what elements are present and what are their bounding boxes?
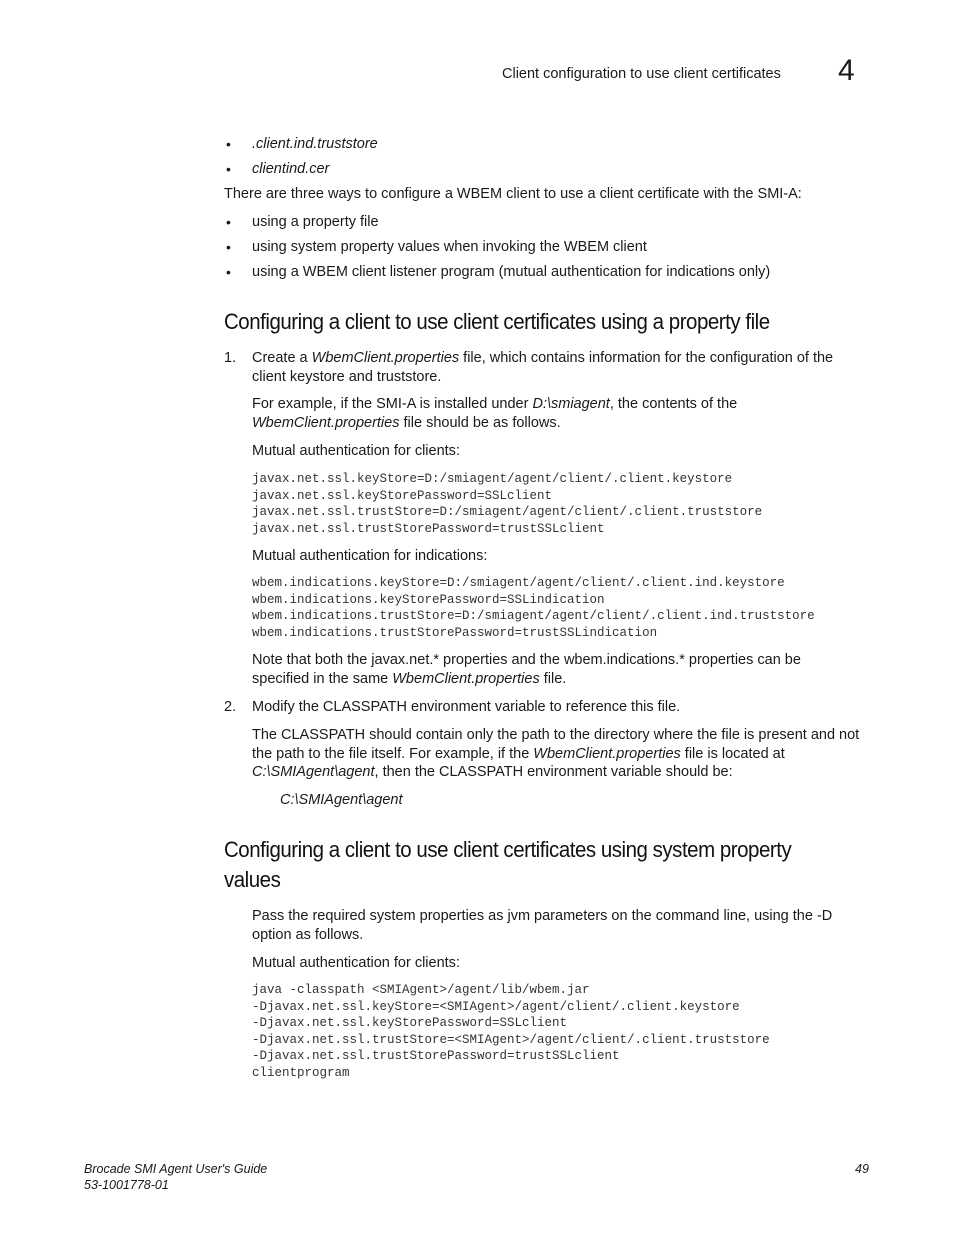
step-number: 2. bbox=[224, 699, 237, 715]
code-block-indications: wbem.indications.keyStore=D:/smiagent/agent/client/.client.ind.keystore wbem.indications.keyStorePassword=SSLindication wbem.indications.trustStore=D:/smiagent/agent/client/.client.ind.truststore wbem.indications.trustStorePassword=trustSSLindication bbox=[252, 576, 815, 640]
section-heading-property-file: Configuring a client to use client certificates using a property file bbox=[224, 309, 770, 334]
classpath-value: C:\SMIAgent\agent bbox=[280, 792, 403, 808]
footer-page-number: 49 bbox=[855, 1162, 869, 1176]
list-item-text: using a property file bbox=[252, 214, 379, 230]
step-2-text: Modify the CLASSPATH environment variable to reference this file. bbox=[252, 699, 681, 715]
bullet-icon: • bbox=[226, 161, 231, 177]
label-mutual-auth-indications: Mutual authentication for indications: bbox=[252, 548, 488, 564]
step-1-text: Create a WbemClient.properties file, which contains information for the configuration of the client keystore and truststore. bbox=[252, 350, 834, 385]
example-paragraph: For example, if the SMI-A is installed under D:\smiagent, the contents of the WbemClient.properties file should be as follows. bbox=[252, 396, 738, 431]
note-paragraph: Note that both the javax.net.* properties and the wbem.indications.* properties can be specified in the same WbemClient.properties file. bbox=[252, 652, 801, 687]
footer-guide-title: Brocade SMI Agent User's Guide bbox=[84, 1162, 268, 1176]
bullet-icon: • bbox=[226, 136, 231, 152]
list-item-text: using system property values when invoking the WBEM client bbox=[252, 239, 647, 255]
bullet-icon: • bbox=[226, 264, 231, 280]
section-heading-system-property: Configuring a client to use client certificates using system property values bbox=[224, 837, 792, 892]
list-item-text: .client.ind.truststore bbox=[252, 136, 378, 152]
intro-paragraph: There are three ways to configure a WBEM client to use a client certificate with the SMI-A: bbox=[224, 186, 802, 202]
label-mutual-auth-clients: Mutual authentication for clients: bbox=[252, 443, 460, 459]
bullet-icon: • bbox=[226, 239, 231, 255]
footer-doc-number: 53-1001778-01 bbox=[84, 1178, 169, 1192]
bullet-icon: • bbox=[226, 214, 231, 230]
classpath-paragraph: The CLASSPATH should contain only the path to the directory where the file is present and not the path to the file itself. For example, if the WbemClient.properties file is located at C:\SMIAgent\agent, then the CLASSPATH environment variable should be: bbox=[252, 727, 860, 780]
label-mutual-auth-clients-2: Mutual authentication for clients: bbox=[252, 955, 460, 971]
chapter-number: 4 bbox=[838, 54, 855, 87]
step-number: 1. bbox=[224, 350, 237, 366]
code-block-clients: javax.net.ssl.keyStore=D:/smiagent/agent/client/.client.keystore javax.net.ssl.keyStorePassword=SSLclient javax.net.ssl.trustStore=D:/smiagent/agent/client/.client.truststore javax.net.ssl.trustStorePassword=trustSSLclient bbox=[252, 472, 763, 536]
code-block-java-command: java -classpath <SMIAgent>/agent/lib/wbem.jar -Djavax.net.ssl.keyStore=<SMIAgent>/agent/client/.client.keystore -Djavax.net.ssl.keyStorePassword=SSLclient -Djavax.net.ssl.trustStore=<SMIAgent>/agent/client/.client.truststore -Djavax.net.ssl.trustStorePassword=trustSSLclient clientprogram bbox=[252, 983, 770, 1080]
list-item-text: using a WBEM client listener program (mutual authentication for indications only) bbox=[252, 264, 771, 280]
system-property-paragraph: Pass the required system properties as jvm parameters on the command line, using the -D option as follows. bbox=[252, 908, 833, 943]
running-header-title: Client configuration to use client certificates bbox=[502, 66, 781, 82]
list-item-text: clientind.cer bbox=[252, 161, 330, 177]
